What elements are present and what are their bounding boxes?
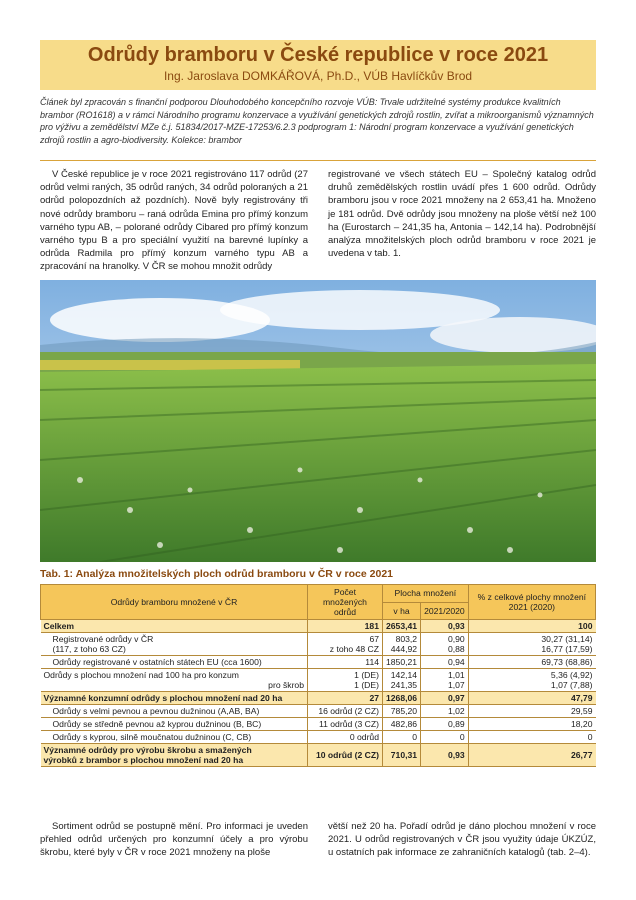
- body-column-4: větší než 20 ha. Pořadí odrůd je dáno plochou množení v roce 2021. U odrůd registrovaných v ČR jsou využity údaje ÚKZÚZ, u ostatních pak informace ze zahraničních katalogů (tab. 2–4).: [328, 821, 596, 859]
- divider: [40, 160, 596, 161]
- table-row: Odrůdy s kyprou, silně moučnatou dužninou (C, CB) 0 odrůd 0 0 0: [41, 731, 596, 744]
- col-header-area: Plocha množení: [383, 585, 469, 603]
- author-line: Ing. Jaroslava DOMKÁŘOVÁ, Ph.D., VÚB Havlíčkův Brod: [163, 69, 473, 83]
- variety-analysis-table: [40, 584, 596, 767]
- table-caption: Tab. 1: Analýza množitelských ploch odrůd bramboru v ČR v roce 2021: [40, 568, 394, 580]
- col-header-count: Počet množených odrůd: [308, 585, 383, 620]
- col-header-percent: % z celkové plochy množení 2021 (2020): [468, 585, 595, 620]
- table-row: Odrůdy s plochou množení nad 100 ha pro konzum pro škrob 1 (DE) 1 (DE) 142,14 241,35 1,01 1,07 5,36 (4,92) 1,07 (7,88): [41, 669, 596, 692]
- col-header-variety: Odrůdy bramboru množené v ČR: [41, 585, 308, 620]
- body-column-3: Sortiment odrůd se postupně mění. Pro informaci je uveden přehled odrůd určených pro konzumní účely a pro výrobu škrobu, které byly v ČR v roce 2021 množeny na ploše: [40, 821, 308, 859]
- table-row: Odrůdy se středně pevnou až kyprou dužninou (B, BC) 11 odrůd (3 CZ) 482,86 0,89 18,20: [41, 718, 596, 731]
- page-title: Odrůdy bramboru v České republice v roce 2021: [87, 44, 549, 66]
- funding-note: Článek byl zpracován s finanční podporou Dlouhodobého koncepčního rozvoje VÚB: Trvale udržitelné systémy produkce kvalitních brambor (RO1618) a v rámci Národního programu konzervace a využívání genetických zdrojů rostlin, zvířat a mikroorganismů významných pro výživu a zemědělství MZe č.j. 51834/2017-MZE-17253/6.2.3 podprogram 1: Národní program konzervace a využívání genetických zdrojů rostlin a agro-biodiversity. Kolekce: brambor: [40, 97, 594, 145]
- table-row: Odrůdy s velmi pevnou a pevnou dužninou (A,AB, BA) 16 odrůd (2 CZ) 785,20 1,02 29,59: [41, 705, 596, 718]
- table-row: Celkem 181 2653,41 0,93 100: [41, 620, 596, 633]
- table-row: Registrované odrůdy v ČR (117, z toho 63 CZ) 67 z toho 48 CZ 803,2 444,92 0,90 0,88 30,27 (31,14) 16,77 (17,59): [41, 633, 596, 656]
- body-column-1: V České republice je v roce 2021 registrováno 117 odrůd (27 odrůd velmi raných, 35 odrůd raných, 34 odrůd poloraných a 21 odrůd polopozdních až pozdních). Nově byly registrovány tři nové odrůdy bramboru – raná odrůda Emina pro přímý konzum varného typu AB, – polorané odrůdy Cibared pro přímý konzum varného typu B a pro speciální využití na barevné lupínky a odrůda Radmila pro přímý konzum varného typu AB a zpracování na hranolky. V ČR se mohou množit odrůdy: [40, 169, 308, 273]
- title-banner: [40, 40, 596, 90]
- potato-field-photo: [40, 280, 596, 562]
- table-row: Významné odrůdy pro výrobu škrobu a smažených výrobků z brambor s plochou množení nad 20 ha 10 odrůd (2 CZ) 710,31 0,93 26,77: [41, 744, 596, 767]
- body-column-2: registrované ve všech státech EU – Společný katalog odrůd druhů zemědělských rostlin uvádí přes 1 600 odrůd. Odrůdy bramboru jsou v roce 2021 množeny na 2 653,41 ha. Množeno je 181 odrůd. Dvě odrůdy jsou množeny na ploše větší než 100 ha (Eurostarch – 241,35 ha, Antonia – 142,14 ha). Podrobnější analýza množitelských ploch odrůd bramboru v roce 2021 je uvedena v tab. 1.: [328, 169, 596, 260]
- col-header-ha: v ha: [383, 602, 421, 620]
- col-header-ratio: 2021/2020: [421, 602, 469, 620]
- table-row: Odrůdy registrované v ostatních státech EU (cca 1600) 114 1850,21 0,94 69,73 (68,86): [41, 656, 596, 669]
- table-row: Významné konzumní odrůdy s plochou množení nad 20 ha 27 1268,06 0,97 47,79: [41, 692, 596, 705]
